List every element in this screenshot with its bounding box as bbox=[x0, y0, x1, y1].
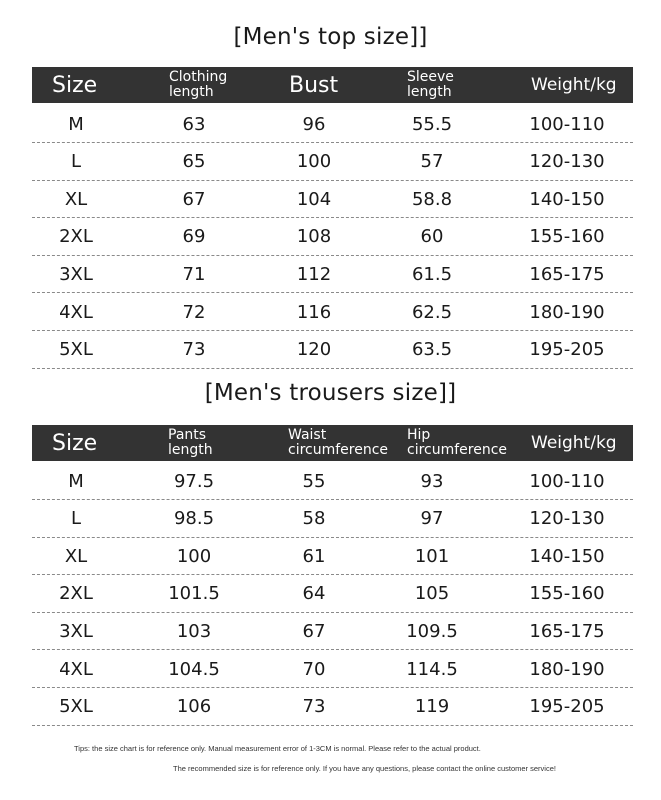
table-row bbox=[32, 538, 633, 575]
weight-cell: 140-150 bbox=[529, 188, 605, 210]
value-cell-3: 105 bbox=[414, 583, 450, 605]
value-cell-1: 104.5 bbox=[168, 658, 220, 680]
weight-cell: 100-110 bbox=[529, 470, 605, 492]
value-cell-2: 67 bbox=[302, 620, 326, 642]
value-cell-3: 119 bbox=[414, 696, 450, 718]
value-cell-1: 63 bbox=[182, 113, 206, 135]
value-cell-3: 109.5 bbox=[406, 620, 458, 642]
table-row bbox=[32, 144, 633, 181]
value-cell-2: 120 bbox=[296, 339, 332, 361]
header-hip-circumference: Hip circumference bbox=[407, 427, 508, 458]
value-cell-3: 97 bbox=[420, 508, 444, 530]
weight-cell: 165-175 bbox=[529, 620, 605, 642]
size-cell: M bbox=[68, 113, 84, 135]
value-cell-1: 106 bbox=[176, 696, 212, 718]
weight-cell: 180-190 bbox=[529, 658, 605, 680]
header-size: Size bbox=[52, 430, 98, 456]
tips-note: Tips: the size chart is for reference only. Manual measurement error of 1-3CM is normal. Please refer to the actual product. bbox=[74, 744, 481, 753]
size-cell: 5XL bbox=[59, 339, 93, 361]
header-size: Size bbox=[52, 72, 98, 98]
value-cell-3: 62.5 bbox=[411, 301, 453, 323]
table-row bbox=[32, 689, 633, 726]
header-sleeve-length: Sleeve length bbox=[407, 69, 454, 100]
table-row bbox=[32, 501, 633, 538]
value-cell-3: 114.5 bbox=[406, 658, 458, 680]
recommend-note: The recommended size is for reference only. If you have any questions, please contact the online customer service! bbox=[173, 764, 556, 773]
size-cell: M bbox=[68, 470, 84, 492]
table-row bbox=[32, 332, 633, 369]
weight-cell: 155-160 bbox=[529, 583, 605, 605]
value-cell-2: 73 bbox=[302, 696, 326, 718]
weight-cell: 155-160 bbox=[529, 226, 605, 248]
table-row bbox=[32, 463, 633, 500]
weight-cell: 195-205 bbox=[529, 339, 605, 361]
value-cell-3: 58.8 bbox=[411, 188, 453, 210]
size-cell: L bbox=[70, 151, 82, 173]
value-cell-3: 55.5 bbox=[411, 113, 453, 135]
value-cell-3: 60 bbox=[420, 226, 444, 248]
value-cell-1: 103 bbox=[176, 620, 212, 642]
table-row bbox=[32, 613, 633, 650]
value-cell-2: 104 bbox=[296, 188, 332, 210]
value-cell-2: 61 bbox=[302, 545, 326, 567]
value-cell-2: 112 bbox=[296, 263, 332, 285]
table-row bbox=[32, 576, 633, 613]
size-cell: XL bbox=[64, 545, 88, 567]
size-cell: 4XL bbox=[59, 301, 93, 323]
value-cell-2: 55 bbox=[302, 470, 326, 492]
size-cell: 4XL bbox=[59, 658, 93, 680]
table-row bbox=[32, 294, 633, 331]
size-cell: L bbox=[70, 508, 82, 530]
value-cell-3: 63.5 bbox=[411, 339, 453, 361]
value-cell-2: 108 bbox=[296, 226, 332, 248]
trousers-size-header bbox=[32, 425, 633, 461]
value-cell-2: 64 bbox=[302, 583, 326, 605]
trousers-size-title: [Men's trousers size]] bbox=[204, 380, 457, 406]
value-cell-1: 65 bbox=[182, 151, 206, 173]
value-cell-2: 70 bbox=[302, 658, 326, 680]
header-bust: Bust bbox=[289, 72, 339, 98]
weight-cell: 120-130 bbox=[529, 508, 605, 530]
value-cell-3: 101 bbox=[414, 545, 450, 567]
value-cell-1: 97.5 bbox=[173, 470, 215, 492]
header-waist-circumference: Waist circumference bbox=[288, 427, 389, 458]
value-cell-1: 73 bbox=[182, 339, 206, 361]
value-cell-3: 61.5 bbox=[411, 263, 453, 285]
header-weight: Weight/kg bbox=[531, 433, 617, 453]
size-cell: 2XL bbox=[59, 226, 93, 248]
value-cell-2: 116 bbox=[296, 301, 332, 323]
top-size-header bbox=[32, 67, 633, 103]
value-cell-1: 67 bbox=[182, 188, 206, 210]
table-row bbox=[32, 219, 633, 256]
table-row bbox=[32, 651, 633, 688]
value-cell-1: 101.5 bbox=[168, 583, 220, 605]
size-cell: XL bbox=[64, 188, 88, 210]
weight-cell: 140-150 bbox=[529, 545, 605, 567]
value-cell-1: 98.5 bbox=[173, 508, 215, 530]
size-cell: 3XL bbox=[59, 620, 93, 642]
weight-cell: 180-190 bbox=[529, 301, 605, 323]
value-cell-1: 72 bbox=[182, 301, 206, 323]
value-cell-1: 69 bbox=[182, 226, 206, 248]
header-clothing-length: Clothing length bbox=[169, 69, 228, 100]
table-row bbox=[32, 106, 633, 143]
table-row bbox=[32, 256, 633, 293]
size-cell: 5XL bbox=[59, 696, 93, 718]
value-cell-3: 57 bbox=[420, 151, 444, 173]
value-cell-3: 93 bbox=[420, 470, 444, 492]
table-row bbox=[32, 181, 633, 218]
header-pants-length: Pants length bbox=[168, 427, 213, 458]
header-weight: Weight/kg bbox=[531, 75, 617, 95]
weight-cell: 165-175 bbox=[529, 263, 605, 285]
weight-cell: 195-205 bbox=[529, 696, 605, 718]
size-cell: 3XL bbox=[59, 263, 93, 285]
weight-cell: 100-110 bbox=[529, 113, 605, 135]
value-cell-2: 100 bbox=[296, 151, 332, 173]
value-cell-1: 71 bbox=[182, 263, 206, 285]
value-cell-2: 58 bbox=[302, 508, 326, 530]
value-cell-2: 96 bbox=[302, 113, 326, 135]
size-cell: 2XL bbox=[59, 583, 93, 605]
weight-cell: 120-130 bbox=[529, 151, 605, 173]
top-size-title: [Men's top size]] bbox=[233, 24, 428, 50]
value-cell-1: 100 bbox=[176, 545, 212, 567]
